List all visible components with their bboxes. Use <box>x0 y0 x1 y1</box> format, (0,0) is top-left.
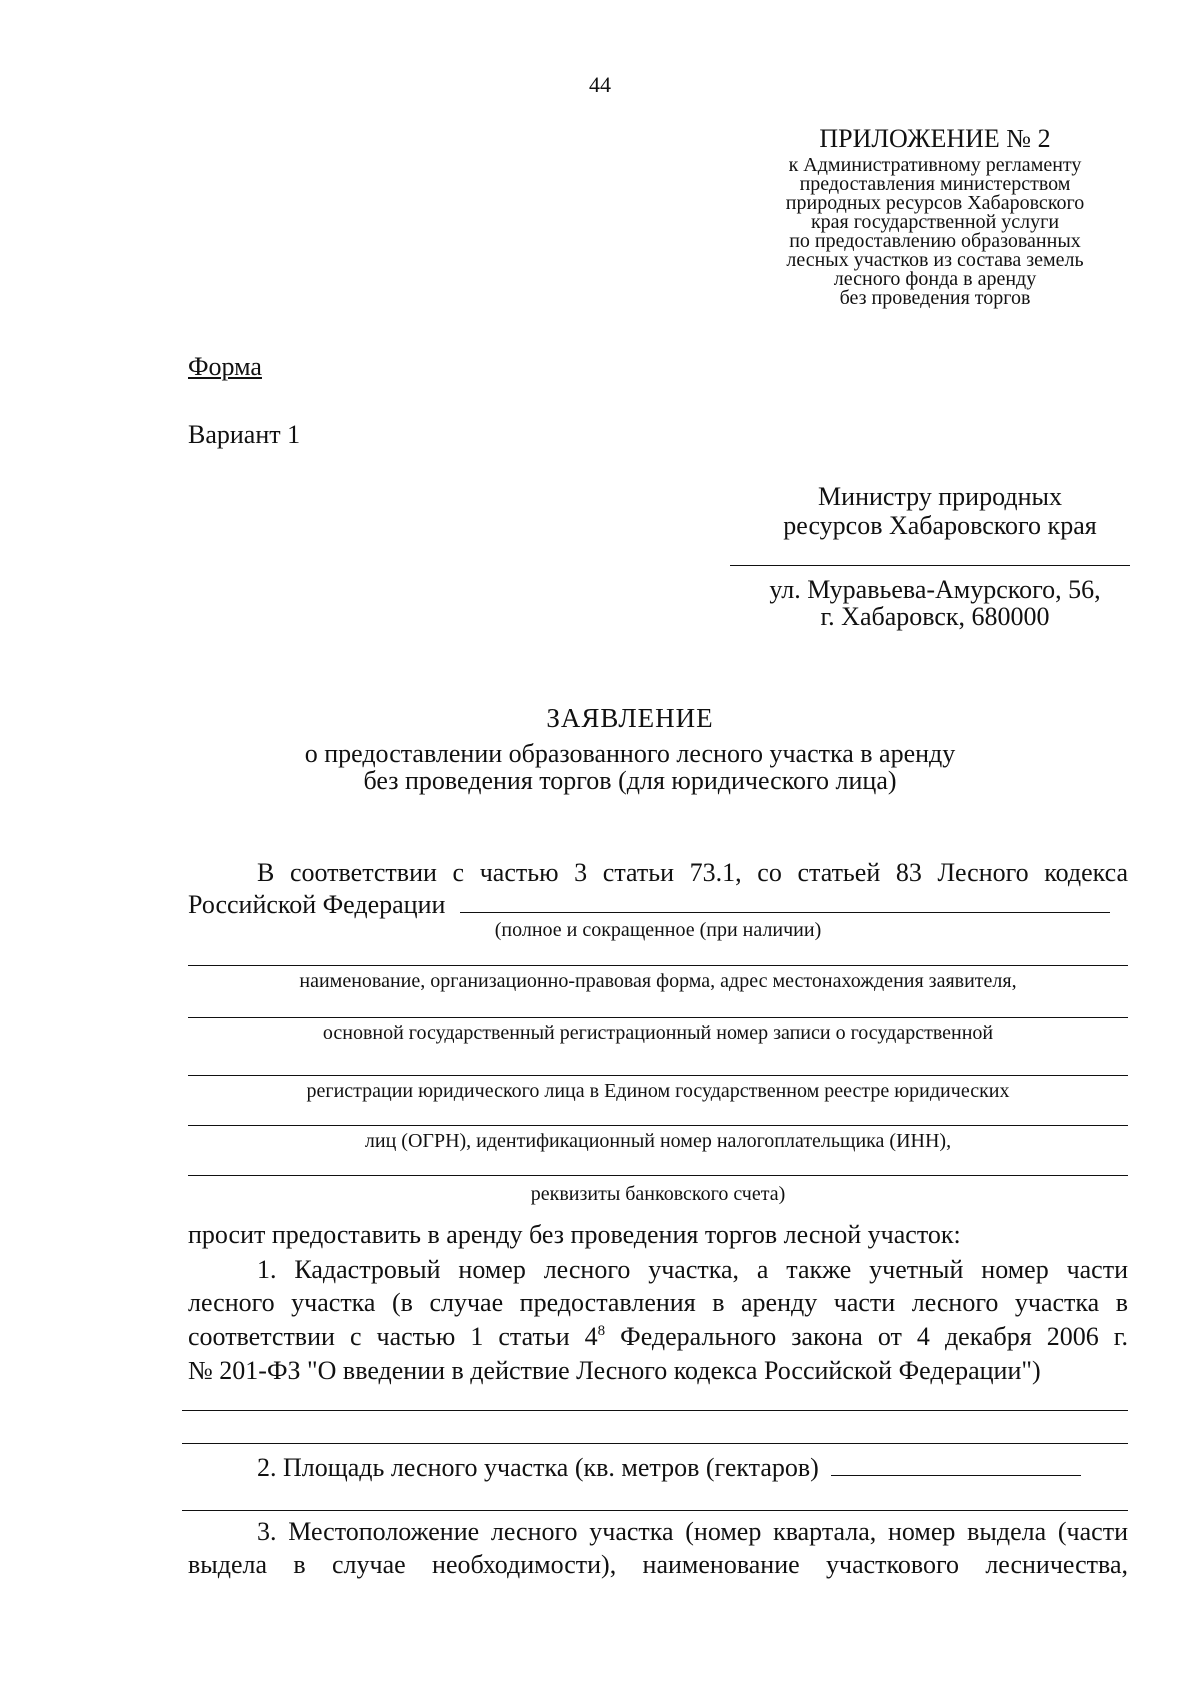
address-block <box>735 576 1135 630</box>
fill-line[interactable] <box>182 1510 1128 1511</box>
field-caption: лиц (ОГРН), идентификационный номер налогоплательщика (ИНН), <box>364 1130 952 1152</box>
form-label: Форма <box>188 352 262 381</box>
subtitle-line: без проведения торгов (для юридического лица) <box>363 766 897 795</box>
addressee-line: ресурсов Хабаровского края <box>783 511 1097 540</box>
item-3-line: выдела в случае необходимости), наименование участкового лесничества, <box>188 1550 1128 1579</box>
fill-line[interactable] <box>188 965 1128 966</box>
addressee-line: Министру природных <box>818 482 1062 511</box>
area-field[interactable] <box>831 1453 1081 1476</box>
annex-line: лесных участков из состава земель <box>786 249 1084 271</box>
item-1-text: соответствии с частью 1 статьи 4 <box>188 1322 598 1351</box>
annex-line: по предоставлению образованных <box>789 230 1081 252</box>
addressee-block <box>740 482 1140 540</box>
item-3-line: 3. Местоположение лесного участка (номер квартала, номер выдела (части <box>257 1517 1128 1546</box>
annex-line: к Административному регламенту <box>788 154 1082 176</box>
item-1-line: 1. Кадастровый номер лесного участка, а также учетный номер части <box>257 1255 1128 1284</box>
superscript: 8 <box>597 1323 606 1339</box>
fill-line[interactable] <box>188 1125 1128 1126</box>
item-1-line <box>188 1322 1128 1352</box>
item-1-text: Федерального закона от 4 декабря 2006 г. <box>605 1322 1128 1351</box>
annex-title: ПРИЛОЖЕНИЕ № 2 <box>819 124 1051 153</box>
statement-subtitle <box>0 740 1200 794</box>
fill-line[interactable] <box>188 1175 1128 1176</box>
subtitle-line: о предоставлении образованного лесного участка в аренду <box>304 739 956 768</box>
field-caption: (полное и сокращенное (при наличии) <box>494 919 822 941</box>
field-caption: основной государственный регистрационный номер записи о государственной <box>322 1022 994 1044</box>
fill-line[interactable] <box>182 1443 1128 1444</box>
annex-line: природных ресурсов Хабаровского <box>785 192 1085 214</box>
field-caption: регистрации юридического лица в Едином государственном реестре юридических <box>306 1080 1010 1102</box>
item-2-text: 2. Площадь лесного участка (кв. метров (гектаров) <box>257 1453 819 1482</box>
field-caption: наименование, организационно-правовая форма, адрес местонахождения заявителя, <box>299 970 1017 992</box>
page-number: 44 <box>589 72 611 97</box>
item-1-line: лесного участка (в случае предоставления в аренду части лесного участка в <box>188 1288 1128 1317</box>
item-2-line <box>188 1453 1128 1483</box>
address-line: г. Хабаровск, 680000 <box>820 602 1050 631</box>
statement-title: ЗАЯВЛЕНИЕ <box>546 703 714 733</box>
fill-line[interactable] <box>188 1017 1128 1018</box>
address-line: ул. Муравьева-Амурского, 56, <box>769 575 1101 604</box>
annex-block <box>735 124 1135 308</box>
item-1-line: № 201-ФЗ "О введении в действие Лесного кодекса Российской Федерации") <box>188 1356 1041 1385</box>
request-line: просит предоставить в аренду без проведения торгов лесной участок: <box>188 1220 961 1249</box>
intro-line: В соответствии с частью 3 статьи 73.1, со статьей 83 Лесного кодекса <box>257 858 1128 887</box>
fill-line[interactable] <box>188 1075 1128 1076</box>
addressee-blank-line <box>730 565 1130 566</box>
applicant-name-field[interactable] <box>460 890 1110 913</box>
annex-line: края государственной услуги <box>810 211 1060 233</box>
annex-line: предоставления министерством <box>799 173 1071 195</box>
intro-line-2 <box>188 890 1128 920</box>
annex-line: без проведения торгов <box>839 287 1031 309</box>
intro-text: Российской Федерации <box>188 890 446 919</box>
fill-line[interactable] <box>182 1410 1128 1411</box>
annex-line: лесного фонда в аренду <box>833 268 1037 290</box>
field-caption: реквизиты банковского счета) <box>530 1183 786 1205</box>
variant-label: Вариант 1 <box>188 420 301 449</box>
